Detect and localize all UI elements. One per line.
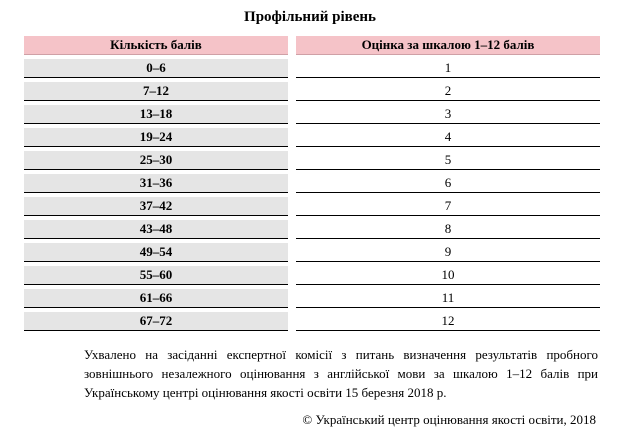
- column-gap: [288, 220, 296, 239]
- copyright-notice: © Український центр оцінювання якості освіти, 2018: [302, 412, 596, 427]
- score-conversion-table-container: [24, 32, 600, 335]
- table-row: [24, 174, 600, 193]
- table-row: [24, 128, 600, 147]
- grade-cell: 12: [296, 312, 600, 331]
- score-range-cell: 37–42: [24, 197, 288, 216]
- score-range-cell: 55–60: [24, 266, 288, 285]
- score-range-cell: 61–66: [24, 289, 288, 308]
- score-range-cell: 43–48: [24, 220, 288, 239]
- column-gap: [288, 174, 296, 193]
- grade-cell: 8: [296, 220, 600, 239]
- grade-cell: 9: [296, 243, 600, 262]
- table-row: [24, 151, 600, 170]
- score-range-cell: 0–6: [24, 59, 288, 78]
- column-gap: [288, 151, 296, 170]
- table-row: [24, 82, 600, 101]
- grade-cell: 1: [296, 59, 600, 78]
- column-gap: [288, 266, 296, 285]
- table-header-row: [24, 36, 600, 55]
- column-gap: [288, 243, 296, 262]
- table-row: [24, 105, 600, 124]
- column-gap: [288, 105, 296, 124]
- column-gap: [288, 82, 296, 101]
- grade-cell: 7: [296, 197, 600, 216]
- table-row: [24, 197, 600, 216]
- column-gap: [288, 312, 296, 331]
- table-row: [24, 289, 600, 308]
- header-score-count: Кількість балів: [24, 36, 288, 55]
- score-range-cell: 13–18: [24, 105, 288, 124]
- grade-cell: 2: [296, 82, 600, 101]
- score-range-cell: 31–36: [24, 174, 288, 193]
- column-gap: [288, 289, 296, 308]
- grade-cell: 11: [296, 289, 600, 308]
- column-gap: [288, 36, 296, 55]
- grade-cell: 10: [296, 266, 600, 285]
- table-row: [24, 59, 600, 78]
- score-range-cell: 19–24: [24, 128, 288, 147]
- grade-cell: 6: [296, 174, 600, 193]
- table-body: [24, 59, 600, 331]
- table-row: [24, 266, 600, 285]
- approval-note: Ухвалено на засіданні експертної комісії з питань визначення результатів пробного зовнішнього незалежного оцінювання з англійської мови за шкалою 1–12 балів при Українському центрі оцінювання якості освіти 15 березня 2018 р.: [84, 347, 598, 400]
- score-range-cell: 67–72: [24, 312, 288, 331]
- column-gap: [288, 128, 296, 147]
- score-range-cell: 7–12: [24, 82, 288, 101]
- table-row: [24, 220, 600, 239]
- column-gap: [288, 197, 296, 216]
- score-conversion-table: [24, 32, 600, 335]
- score-range-cell: 49–54: [24, 243, 288, 262]
- column-gap: [288, 59, 296, 78]
- grade-cell: 5: [296, 151, 600, 170]
- grade-cell: 4: [296, 128, 600, 147]
- page-title: Профільний рівень: [244, 9, 376, 25]
- grade-cell: 3: [296, 105, 600, 124]
- header-grade-scale: Оцінка за шкалою 1–12 балів: [296, 36, 600, 55]
- table-row: [24, 312, 600, 331]
- table-row: [24, 243, 600, 262]
- score-range-cell: 25–30: [24, 151, 288, 170]
